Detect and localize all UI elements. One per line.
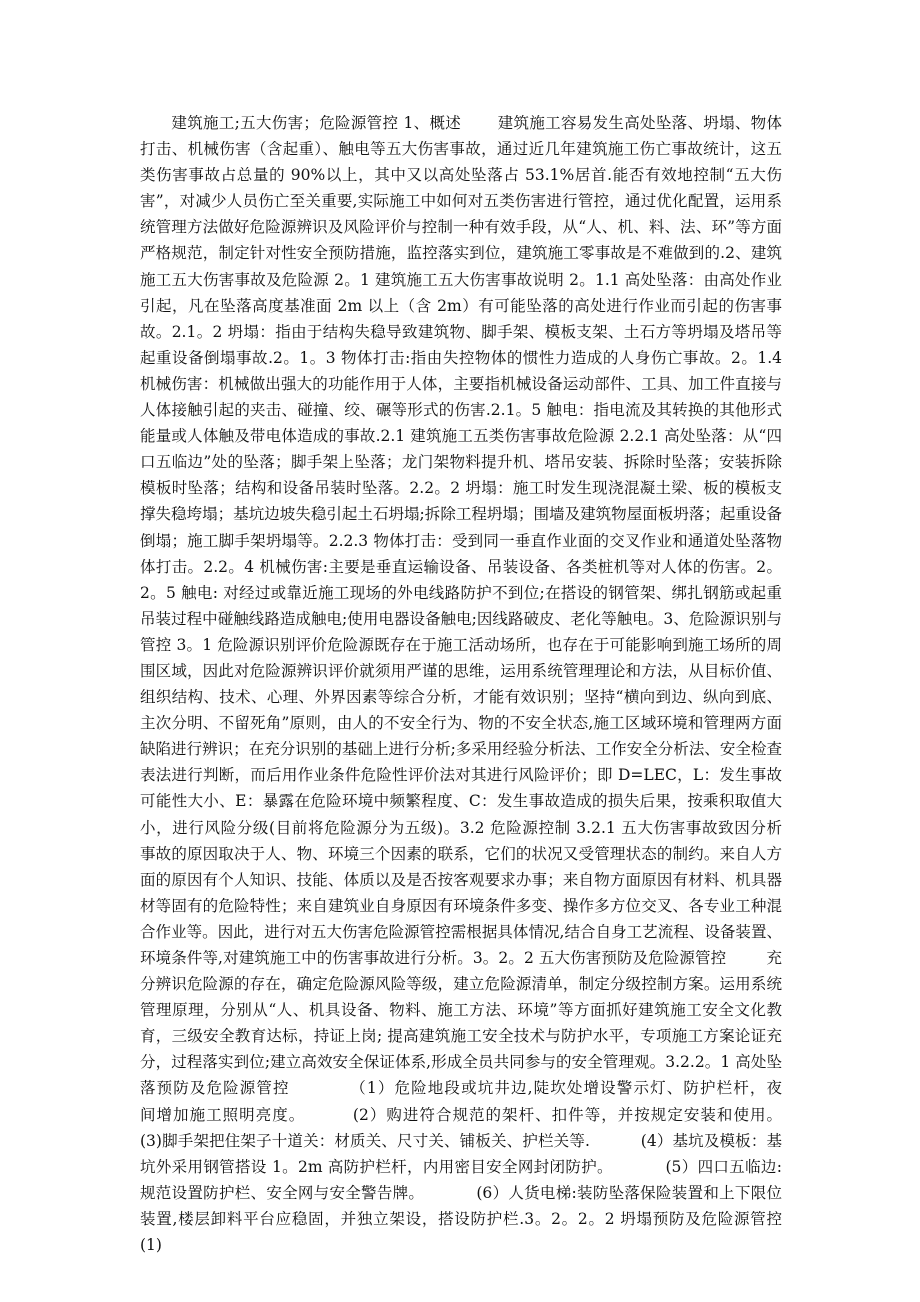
document-body-text: 建筑施工;五大伤害；危险源管控 1、概述 建筑施工容易发生高处坠落、坍塌、物体打击、机械伤害（含起重）、触电等五大伤害事故，通过近几年建筑施工伤亡事故统计，这五类伤害事故占总量的 90%以上，其中又以高处坠落占 53.1%居首.能否有效地控制“五大伤害”，对减少人员伤亡至关重要,实际施工中如何对五类伤害进行管控，通过优化配置，运用系统管理方法做好危险源辨识及风险评价与控制一种有效手段，从“人、机、料、法、环”等方面严格规范，制定针对性安全预防措施，监控落实到位，建筑施工零事故是不难做到的.2、建筑施工五大伤害事故及危险源 2。1 建筑施工五大伤害事故说明 2。1.1 高处坠落：由高处作业引起，凡在坠落高度基准面 2m 以上（含 2m）有可能坠落的高处进行作业而引起的伤害事故。2.1。2 坍塌：指由于结构失稳导致建筑物、脚手架、模板支架、土石方等坍塌及塔吊等起重设备倒塌事故.2。1。3 物体打击:指由失控物体的惯性力造成的人身伤亡事故。2。1.4 机械伤害：机械做出强大的功能作用于人体，主要指机械设备运动部件、工具、加工件直接与人体接触引起的夹击、碰撞、绞、碾等形式的伤害.2.1。5 触电：指电流及其转换的其他形式能量或人体触及带电体造成的事故.2.1 建筑施工五类伤害事故危险源 2.2.1 高处坠落：从“四口五临边”处的坠落；脚手架上坠落；龙门架物料提升机、塔吊安装、拆除时坠落；安装拆除模板时坠落；结构和设备吊装时坠落。2.2。2 坍塌：施工时发生现浇混凝土梁、板的模板支撑失稳垮塌；基坑边坡失稳引起土石坍塌;拆除工程坍塌；围墙及建筑物屋面板坍落；起重设备倒塌；施工脚手架坍塌等。2.2.3 物体打击：受到同一垂直作业面的交叉作业和通道处坠落物体打击。2.2。4 机械伤害:主要是垂直运输设备、吊装设备、各类桩机等对人体的伤害。2。2。5 触电: 对经过或靠近施工现场的外电线路防护不到位;在搭设的钢管架、绑扎钢筋或起重吊装过程中碰触线路造成触电;使用电器设备触电;因线路破皮、老化等触电。3、危险源识别与管控 3。1 危险源识别评价危险源既存在于施工活动场所，也存在于可能影响到施工场所的周围区域，因此对危险源辨识评价就须用严谨的思维，运用系统管理理论和方法，从目标价值、组织结构、技术、心理、外界因素等综合分析，才能有效识别；坚持“横向到边、纵向到底、主次分明、不留死角”原则，由人的不安全行为、物的不安全状态,施工区域环境和管理两方面缺陷进行辨识；在充分识别的基础上进行分析;多采用经验分析法、工作安全分析法、安全检查表法进行判断，而后用作业条件危险性评价法对其进行风险评价；即 D=LEC，L：发生事故可能性大小、E：暴露在危险环境中频繁程度、C：发生事故造成的损失后果，按乘积取值大小，进行风险分级(目前将危险源分为五级)。3.2 危险源控制 3.2.1 五大伤害事故致因分析 事故的原因取决于人、物、环境三个因素的联系，它们的状况又受管理状态的制约。来自人方面的原因有个人知识、技能、体质以及是否按客观要求办事；来自物方面原因有材料、机具器材等固有的危险特性；来自建筑业自身原因有环境条件多变、操作多方位交叉、各专业工种混合作业等。因此，进行对五大伤害危险源管控需根据具体情况,结合自身工艺流程、设备装置、环境条件等,对建筑施工中的伤害事故进行分析。3。2。2 五大伤害预防及危险源管控 充分辨识危险源的存在，确定危险源风险等级，建立危险源清单，制定分级控制方案。运用系统管理原理，分别从“人、机具设备、物料、施工方法、环境”等方面抓好建筑施工安全文化教育，三级安全教育达标，持证上岗; 提高建筑施工安全技术与防护水平，专项施工方案论证充分，过程落实到位;建立高效安全保证体系,形成全员共同参与的安全管理观。3.2.2。1 高处坠落预防及危险源管控 （1）危险地段或坑井边,陡坎处增设警示灯、防护栏杆，夜 间增加施工照明亮度。 (2）购进符合规范的架杆、扣件等，并按规定安装和使用。 (3)脚手架把住架子十道关：材质关、尺寸关、铺板关、护栏关等. (4）基坑及模板：基坑外采用钢管搭设 1。2m 高防护栏杆，内用密目安全网封闭防护。 (5）四口五临边: 规范设置防护栏、安全网与安全警告牌。 (6）人货电梯:装防坠落保险装置和上下限位装置,楼层卸料平台应稳固，并独立架设，搭设防护栏.3。2。2。2 坍塌预防及危险源管控 (1) <box>140 114 832 1255</box>
document-page <box>140 110 832 1258</box>
